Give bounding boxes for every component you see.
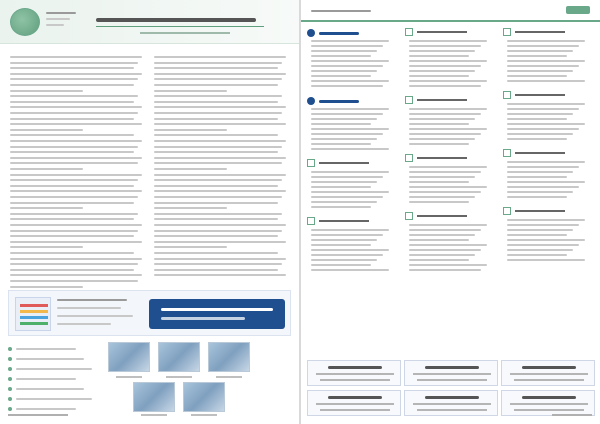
text-line: [311, 123, 371, 125]
text-line: [311, 113, 383, 115]
text-line: [311, 148, 389, 150]
text-line: [154, 179, 282, 181]
heading-text-line: [319, 220, 369, 222]
subsection-marker-icon: [307, 159, 315, 167]
text-line: [10, 62, 138, 64]
subsection-heading: [405, 212, 499, 220]
text-line: [154, 157, 286, 159]
text-line: [10, 151, 134, 153]
text-line: [409, 191, 481, 193]
bullet-icon: [8, 387, 12, 391]
text-line: [10, 286, 83, 288]
text-line: [154, 252, 278, 254]
contact-text-line: [316, 373, 394, 375]
text-line: [507, 166, 579, 168]
text-line: [507, 196, 567, 198]
text-line: [409, 123, 469, 125]
text-line: [311, 45, 383, 47]
text-line: [507, 55, 567, 57]
text-line: [409, 40, 487, 42]
text-line: [507, 113, 573, 115]
contact-text-line: [320, 379, 390, 381]
text-line: [311, 229, 389, 231]
text-line: [507, 254, 567, 256]
text-line: [16, 378, 76, 380]
bullet-icon: [8, 407, 12, 411]
text-line: [10, 179, 138, 181]
text-line: [311, 249, 389, 251]
text-line: [10, 207, 83, 209]
heading-text-line: [515, 210, 565, 212]
section-heading: [307, 96, 401, 106]
heading-text-line: [319, 162, 369, 164]
contact-title-line: [425, 396, 479, 399]
contact-title-line: [522, 366, 576, 369]
photo-caption: [141, 414, 167, 416]
magazine-logo: [10, 8, 40, 36]
text-line: [507, 181, 585, 183]
text-line: [409, 176, 475, 178]
text-line: [507, 118, 567, 120]
text-line: [311, 254, 383, 256]
text-line: [311, 239, 377, 241]
contact-directory: [307, 360, 594, 416]
contact-title-line: [522, 396, 576, 399]
text-line: [10, 112, 138, 114]
contact-box: [307, 360, 401, 386]
event-title-box: [149, 299, 285, 329]
text-line: [154, 218, 278, 220]
text-line: [409, 70, 475, 72]
contact-box: [501, 390, 595, 416]
text-line: [409, 113, 481, 115]
text-line: [10, 78, 138, 80]
text-line: [311, 85, 383, 87]
text-line: [154, 241, 286, 243]
section-tag: [566, 6, 590, 14]
text-line: [16, 408, 76, 410]
contact-text-line: [417, 409, 487, 411]
text-line: [10, 224, 142, 226]
text-line: [154, 95, 282, 97]
text-line: [507, 161, 585, 163]
text-line: [10, 162, 138, 164]
text-line: [154, 62, 282, 64]
text-line: [10, 106, 142, 108]
text-line: [311, 259, 377, 261]
text-line: [409, 60, 487, 62]
text-line: [311, 75, 371, 77]
text-line: [409, 143, 469, 145]
text-line: [311, 234, 383, 236]
text-line: [10, 269, 134, 271]
text-line: [507, 103, 585, 105]
text-line: [154, 151, 278, 153]
section-marker-icon: [307, 29, 315, 37]
bullet-icon: [8, 367, 12, 371]
article-header: [0, 0, 299, 44]
text-line: [154, 174, 286, 176]
text-line: [154, 162, 282, 164]
text-line: [507, 191, 573, 193]
text-line: [10, 129, 83, 131]
news-header: [301, 0, 600, 22]
text-line: [409, 264, 487, 266]
text-line: [507, 234, 567, 236]
text-line: [10, 84, 134, 86]
text-line: [507, 249, 573, 251]
text-line: [409, 138, 475, 140]
section-heading: [307, 28, 401, 38]
text-line: [507, 50, 573, 52]
text-line: [311, 244, 371, 246]
text-line: [409, 269, 481, 271]
text-line: [154, 230, 282, 232]
text-line: [154, 246, 227, 248]
text-line: [507, 176, 567, 178]
contact-text-line: [417, 379, 487, 381]
event-logo: [15, 297, 51, 331]
text-line: [311, 133, 383, 135]
text-line: [10, 157, 142, 159]
bullet-icon: [8, 347, 12, 351]
heading-text-line: [417, 215, 467, 217]
text-line: [409, 254, 475, 256]
text-line: [507, 219, 585, 221]
text-line: [507, 133, 573, 135]
text-line: [154, 207, 227, 209]
text-line: [311, 50, 377, 52]
text-line: [10, 235, 134, 237]
text-line: [507, 138, 567, 140]
subsection-marker-icon: [307, 217, 315, 225]
text-line: [154, 67, 278, 69]
page-number-right: [552, 414, 592, 416]
title-underline: [96, 26, 264, 27]
text-line: [16, 348, 76, 350]
text-line: [154, 269, 278, 271]
subsection-heading: [405, 96, 499, 104]
text-line: [409, 108, 487, 110]
subsection-heading: [503, 149, 597, 157]
text-line: [10, 241, 142, 243]
text-line: [311, 269, 389, 271]
text-line: [311, 128, 389, 130]
author-byline: [140, 32, 230, 34]
text-line: [409, 128, 487, 130]
text-line: [507, 40, 585, 42]
heading-text-line: [417, 99, 467, 101]
contact-text-line: [514, 379, 584, 381]
bullet-icon: [8, 357, 12, 361]
text-line: [10, 67, 134, 69]
contact-box: [404, 390, 498, 416]
subsection-marker-icon: [503, 91, 511, 99]
left-page: [0, 0, 299, 424]
event-photo: [108, 342, 150, 372]
subsection-marker-icon: [405, 96, 413, 104]
subsection-heading: [307, 217, 401, 225]
text-line: [10, 118, 134, 120]
text-line: [311, 176, 383, 178]
heading-text-line: [417, 157, 467, 159]
text-line: [10, 123, 142, 125]
section-marker-icon: [307, 97, 315, 105]
contact-text-line: [510, 373, 588, 375]
text-line: [409, 186, 487, 188]
text-line: [409, 118, 475, 120]
text-line: [507, 224, 579, 226]
contact-box: [501, 360, 595, 386]
contact-title-line: [328, 396, 382, 399]
text-line: [154, 168, 227, 170]
text-line: [409, 259, 469, 261]
contact-title-line: [425, 366, 479, 369]
text-line: [154, 101, 278, 103]
text-line: [409, 133, 481, 135]
text-line: [311, 264, 371, 266]
subsection-heading: [307, 159, 401, 167]
text-line: [154, 84, 278, 86]
subsection-heading: [503, 207, 597, 215]
text-line: [311, 65, 383, 67]
text-line: [409, 196, 475, 198]
text-line: [311, 143, 371, 145]
text-line: [409, 171, 481, 173]
contact-box: [404, 360, 498, 386]
text-line: [507, 186, 579, 188]
text-line: [507, 229, 573, 231]
heading-text-line: [515, 152, 565, 154]
text-line: [409, 181, 469, 183]
text-line: [154, 56, 286, 58]
subsection-marker-icon: [503, 149, 511, 157]
text-line: [507, 171, 573, 173]
text-line: [10, 174, 142, 176]
text-line: [311, 206, 371, 208]
text-line: [154, 235, 278, 237]
heading-text-line: [417, 31, 467, 33]
subsection-heading: [405, 28, 499, 36]
event-photo: [158, 342, 200, 372]
text-line: [10, 134, 134, 136]
text-line: [10, 95, 138, 97]
text-line: [311, 196, 383, 198]
article-title: [96, 18, 256, 22]
heading-text-line: [515, 94, 565, 96]
text-line: [311, 171, 389, 173]
subsection-marker-icon: [503, 207, 511, 215]
text-line: [154, 190, 286, 192]
text-line: [154, 106, 286, 108]
text-line: [154, 73, 286, 75]
bullet-icon: [8, 397, 12, 401]
photo-caption: [191, 414, 217, 416]
text-line: [10, 280, 138, 282]
text-line: [10, 252, 134, 254]
subsection-marker-icon: [503, 28, 511, 36]
contact-text-line: [413, 373, 491, 375]
event-banner: [8, 290, 291, 336]
text-line: [409, 234, 475, 236]
text-line: [10, 185, 134, 187]
text-line: [10, 230, 138, 232]
photo-caption: [216, 376, 242, 378]
page-number-left: [8, 414, 68, 416]
text-line: [409, 166, 487, 168]
text-line: [154, 90, 227, 92]
text-line: [154, 123, 286, 125]
text-line: [409, 85, 481, 87]
text-line: [154, 213, 282, 215]
text-line: [154, 146, 282, 148]
contact-text-line: [320, 409, 390, 411]
text-line: [507, 244, 579, 246]
text-line: [154, 78, 282, 80]
text-line: [10, 168, 83, 170]
photo-caption: [166, 376, 192, 378]
text-line: [154, 202, 278, 204]
subsection-marker-icon: [405, 28, 413, 36]
text-line: [311, 80, 389, 82]
text-line: [154, 196, 282, 198]
subsection-heading: [503, 91, 597, 99]
text-line: [154, 118, 278, 120]
text-line: [154, 134, 278, 136]
text-line: [10, 56, 142, 58]
text-line: [507, 108, 579, 110]
text-line: [409, 55, 469, 57]
text-line: [409, 239, 469, 241]
text-line: [10, 140, 142, 142]
text-line: [311, 108, 389, 110]
text-line: [10, 101, 134, 103]
text-line: [311, 201, 377, 203]
subsection-marker-icon: [405, 212, 413, 220]
text-line: [154, 274, 286, 276]
subsection-heading: [405, 154, 499, 162]
text-line: [10, 263, 138, 265]
text-line: [10, 90, 83, 92]
contact-text-line: [413, 403, 491, 405]
text-line: [507, 70, 573, 72]
text-line: [10, 190, 142, 192]
right-page: [301, 0, 600, 424]
text-line: [311, 60, 389, 62]
text-line: [507, 128, 579, 130]
text-line: [10, 202, 134, 204]
text-line: [409, 65, 481, 67]
text-line: [154, 129, 227, 131]
text-line: [16, 388, 84, 390]
text-line: [409, 80, 487, 82]
text-line: [507, 239, 585, 241]
text-line: [507, 123, 585, 125]
subsection-heading: [503, 28, 597, 36]
text-line: [507, 45, 579, 47]
text-line: [311, 181, 377, 183]
text-line: [10, 258, 142, 260]
subsection-marker-icon: [405, 154, 413, 162]
photo-section: [8, 338, 291, 416]
text-line: [409, 75, 469, 77]
text-line: [10, 274, 142, 276]
text-line: [16, 398, 92, 400]
text-line: [507, 65, 579, 67]
text-line: [409, 244, 487, 246]
photo-caption: [116, 376, 142, 378]
text-line: [10, 146, 138, 148]
text-line: [16, 368, 92, 370]
event-photo: [133, 382, 175, 412]
text-line: [311, 186, 371, 188]
event-photo: [208, 342, 250, 372]
text-line: [409, 249, 481, 251]
text-line: [154, 224, 286, 226]
event-photo: [183, 382, 225, 412]
heading-text-line: [319, 32, 359, 35]
text-line: [10, 246, 83, 248]
text-line: [154, 263, 282, 265]
text-line: [10, 218, 134, 220]
text-line: [409, 224, 487, 226]
bullet-icon: [8, 377, 12, 381]
text-line: [409, 201, 469, 203]
contact-text-line: [514, 409, 584, 411]
text-line: [311, 40, 389, 42]
heading-text-line: [515, 31, 565, 33]
contact-text-line: [316, 403, 394, 405]
text-line: [507, 60, 585, 62]
text-line: [154, 185, 278, 187]
text-line: [10, 213, 138, 215]
text-line: [409, 229, 481, 231]
text-line: [409, 45, 481, 47]
text-line: [16, 358, 84, 360]
text-line: [154, 258, 286, 260]
text-line: [311, 191, 389, 193]
text-line: [154, 112, 282, 114]
heading-text-line: [319, 100, 359, 103]
text-line: [311, 118, 377, 120]
contact-title-line: [328, 366, 382, 369]
text-line: [507, 75, 567, 77]
text-line: [10, 196, 138, 198]
contact-text-line: [510, 403, 588, 405]
text-line: [507, 80, 585, 82]
text-line: [10, 73, 142, 75]
text-line: [154, 140, 286, 142]
text-line: [311, 138, 377, 140]
text-line: [311, 70, 377, 72]
text-line: [409, 50, 475, 52]
text-line: [311, 55, 371, 57]
contact-box: [307, 390, 401, 416]
text-line: [507, 259, 585, 261]
